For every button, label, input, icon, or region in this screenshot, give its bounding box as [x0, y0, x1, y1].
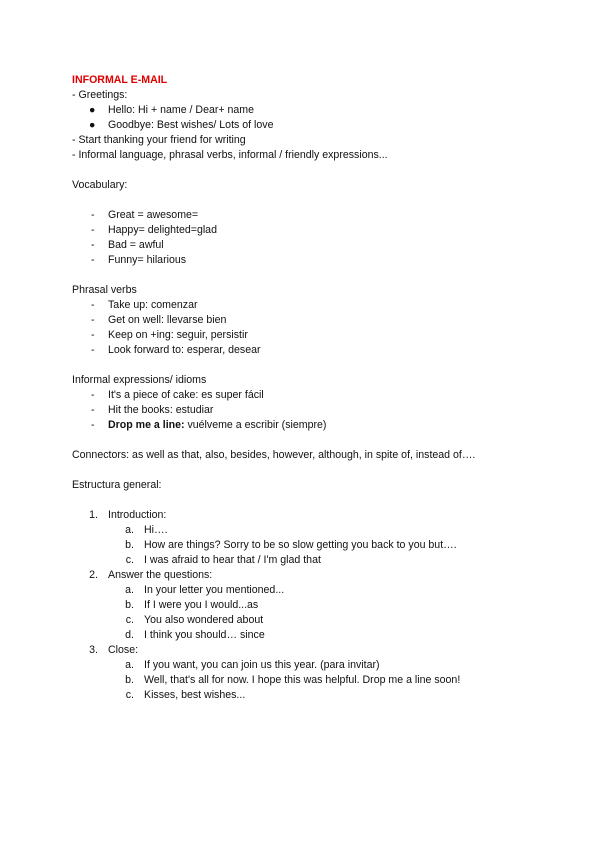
- list-letter: b.: [125, 539, 134, 551]
- document-title: INFORMAL E-MAIL: [72, 74, 168, 86]
- idiom-item: Hit the books: estudiar: [108, 404, 214, 416]
- dash-icon: -: [91, 224, 95, 236]
- list-letter: b.: [125, 674, 134, 686]
- list-letter: c.: [125, 554, 134, 566]
- dash-icon: -: [91, 389, 95, 401]
- idiom-item: It's a piece of cake: es super fácil: [108, 389, 264, 401]
- start-line: - Start thanking your friend for writing: [72, 134, 246, 146]
- phrasal-item: Keep on +ing: seguir, persistir: [108, 329, 248, 341]
- idioms-heading: Informal expressions/ idioms: [72, 374, 207, 386]
- list-letter: c.: [125, 614, 134, 626]
- vocabulary-item: Funny= hilarious: [108, 254, 187, 266]
- list-letter: c.: [125, 689, 134, 701]
- phrasal-item: Take up: comenzar: [108, 299, 198, 311]
- language-line: - Informal language, phrasal verbs, informal / friendly expressions...: [72, 149, 388, 161]
- list-letter: b.: [125, 599, 134, 611]
- greeting-item: Hello: Hi + name / Dear+ name: [108, 104, 255, 116]
- dash-icon: -: [91, 299, 95, 311]
- list-letter: a.: [125, 659, 134, 671]
- section-item: In your letter you mentioned...: [144, 584, 285, 596]
- dash-icon: -: [91, 209, 95, 221]
- dash-icon: -: [91, 419, 95, 431]
- bullet-icon: ●: [89, 119, 96, 131]
- dash-icon: -: [91, 314, 95, 326]
- vocabulary-item: Great = awesome=: [108, 209, 199, 221]
- dash-icon: -: [91, 404, 95, 416]
- list-number: 1.: [89, 509, 98, 521]
- list-number: 2.: [89, 569, 98, 581]
- dash-icon: -: [91, 344, 95, 356]
- section-label: Close:: [108, 644, 139, 656]
- dash-icon: -: [91, 239, 95, 251]
- vocabulary-item: Bad = awful: [108, 239, 164, 251]
- greeting-item: Goodbye: Best wishes/ Lots of love: [108, 119, 274, 131]
- section-item: You also wondered about: [144, 614, 264, 626]
- list-letter: a.: [125, 524, 134, 536]
- idiom-bold-meaning: vuélveme a escribir (siempre): [184, 419, 327, 431]
- section-item: Hi….: [144, 524, 168, 536]
- phrasal-item: Look forward to: esperar, desear: [108, 344, 261, 356]
- section-label: Introduction:: [108, 509, 167, 521]
- list-letter: a.: [125, 584, 134, 596]
- section-item: How are things? Sorry to be so slow getting you back to you but….: [144, 539, 457, 551]
- section-item: I was afraid to hear that / I'm glad that: [144, 554, 321, 566]
- section-item: Well, that's all for now. I hope this was helpful. Drop me a line soon!: [144, 674, 461, 686]
- vocabulary-item: Happy= delighted=glad: [108, 224, 217, 236]
- section-item: If you want, you can join us this year. (para invitar): [144, 659, 380, 671]
- phrasal-item: Get on well: llevarse bien: [108, 314, 227, 326]
- connectors-line: Connectors: as well as that, also, besides, however, although, in spite of, instead of….: [72, 449, 476, 461]
- vocabulary-heading: Vocabulary:: [72, 179, 128, 191]
- phrasal-verbs-heading: Phrasal verbs: [72, 284, 137, 296]
- dash-icon: -: [91, 329, 95, 341]
- dash-icon: -: [91, 254, 95, 266]
- list-number: 3.: [89, 644, 98, 656]
- list-letter: d.: [125, 629, 134, 641]
- section-label: Answer the questions:: [108, 569, 213, 581]
- section-item: I think you should… since: [144, 629, 265, 641]
- greetings-heading: - Greetings:: [72, 89, 128, 101]
- idiom-item-drop-me-a-line: [108, 418, 326, 432]
- estructura-heading: Estructura general:: [72, 479, 162, 491]
- section-item: Kisses, best wishes...: [144, 689, 246, 701]
- bullet-icon: ●: [89, 104, 96, 116]
- idiom-bold-label: Drop me a line:: [108, 419, 185, 431]
- section-item: If I were you I would...as: [144, 599, 259, 611]
